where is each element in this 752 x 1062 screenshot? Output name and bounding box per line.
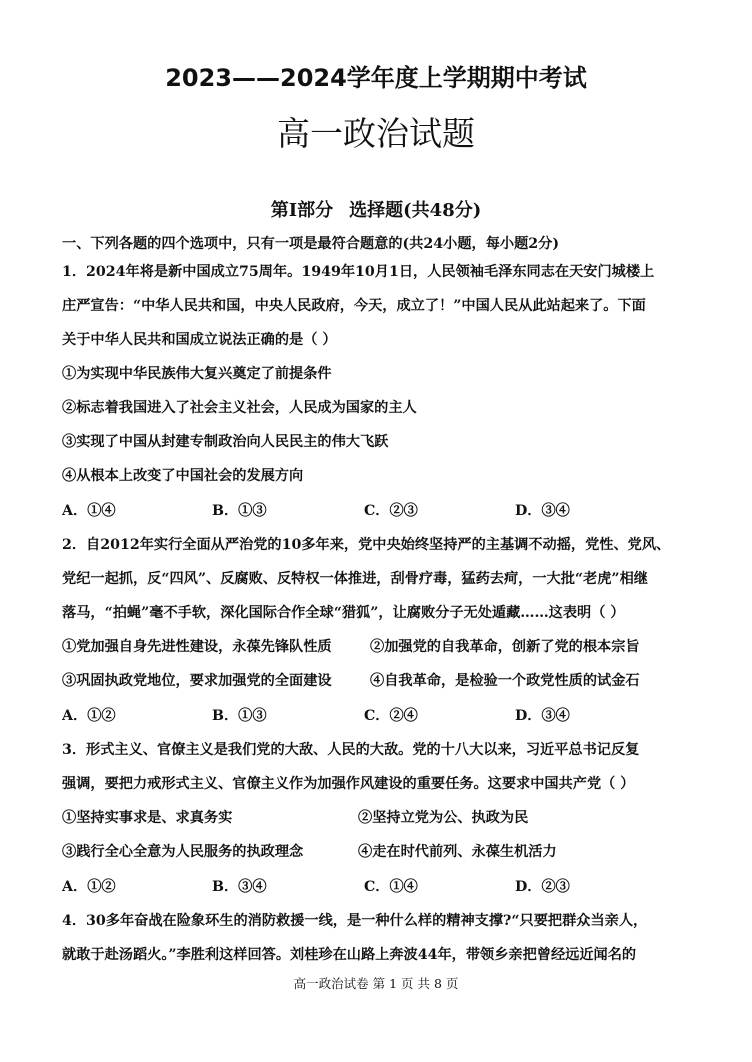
q3-item: ④走在时代前列、永葆生机活力 (358, 844, 557, 860)
q2-options (62, 705, 702, 725)
q2-option-b: B．①③ (212, 708, 267, 724)
q1-stem-line: 1．2024年将是新中国成立75周年。1949年10月1日，人民领袖毛泽东同志在天安门城楼上 (62, 264, 655, 280)
q3-option-b: B．③④ (212, 879, 267, 895)
q1-options (62, 500, 702, 520)
q2-item: ①党加强自身先进性建设，永葆先锋队性质 (62, 639, 332, 655)
q2-item: ②加强党的自我革命，创新了党的根本宗旨 (370, 639, 640, 655)
q2-item: ④自我革命，是检验一个政党性质的试金石 (370, 673, 640, 689)
exam-title: 2023——2024学年度上学期期中考试 (165, 64, 587, 92)
q2-item: ③巩固执政党地位，要求加强党的全面建设 (62, 673, 332, 689)
section-part: 第Ⅰ部分 (270, 200, 334, 221)
q1-option-c: C．②③ (364, 503, 418, 519)
q3-stem-line: 强调，要把力戒形式主义、官僚主义作为加强作风建设的重要任务。这要求中国共产党（ ） (62, 776, 635, 792)
q1-stem-line: 关于中华人民共和国成立说法正确的是（ ） (62, 332, 337, 348)
q1-item: ③实现了中国从封建专制政治向人民民主的伟大飞跃 (62, 434, 389, 450)
section-name: 选择题(共48分) (349, 200, 482, 221)
q3-item-row (62, 842, 702, 862)
q3-item: ②坚持立党为公、执政为民 (358, 810, 529, 826)
q2-option-c: C．②④ (364, 708, 418, 724)
q2-item-row (62, 671, 702, 691)
q4-stem-line: 4．30多年奋战在险象环生的消防救援一线，是一种什么样的精神支撑?“只要把群众当亲人， (62, 913, 648, 929)
section-instruction: 一、下列各题的四个选项中，只有一项是最符合题意的(共24小题，每小题2分) (62, 236, 560, 252)
q3-option-a: A．①② (62, 879, 116, 895)
q3-stem-line: 3．形式主义、官僚主义是我们党的大敌、人民的大敌。党的十八大以来，习近平总书记反复 (62, 742, 640, 758)
q2-item-row (62, 637, 702, 657)
q3-option-c: C．①④ (364, 879, 418, 895)
page-footer: 高一政治试卷 第 1 页 共 8 页 (293, 976, 459, 991)
section-heading (0, 196, 752, 222)
q4-stem-line: 就敢于赴汤蹈火。”李胜利这样回答。刘桂珍在山路上奔波44年，带领乡亲把曾经远近闻名的 (62, 947, 637, 963)
q3-option-d: D．②③ (515, 879, 570, 895)
q2-option-a: A．①② (62, 708, 116, 724)
exam-subject-title: 高一政治试题 (277, 114, 475, 153)
q1-option-a: A．①④ (62, 503, 116, 519)
q1-option-b: B．①③ (212, 503, 267, 519)
q1-item: ①为实现中华民族伟大复兴奠定了前提条件 (62, 366, 332, 382)
q1-option-d: D．③④ (515, 503, 570, 519)
q3-item: ③践行全心全意为人民服务的执政理念 (62, 844, 304, 860)
q3-item-row (62, 808, 702, 828)
q1-stem-line: 庄严宣告：“中华人民共和国，中央人民政府，今天，成立了！”中国人民从此站起来了。下面 (62, 298, 646, 314)
q1-item: ④从根本上改变了中国社会的发展方向 (62, 468, 304, 484)
q2-stem-line: 党纪一起抓，反“四风”、反腐败、反特权一体推进，刮骨疗毒，猛药去疴，一大批“老虎”相继 (62, 571, 648, 587)
q2-option-d: D．③④ (515, 708, 570, 724)
q2-stem-line: 2．自2012年实行全面从严治党的10多年来，党中央始终坚持严的主基调不动摇，党性、党风、 (62, 537, 671, 553)
q2-stem-line: 落马，“拍蝇”毫不手软，深化国际合作全球“猎狐”，让腐败分子无处遁藏……这表明（ ） (62, 605, 625, 621)
q3-item: ①坚持实事求是、求真务实 (62, 810, 233, 826)
q1-item: ②标志着我国进入了社会主义社会，人民成为国家的主人 (62, 400, 417, 416)
q3-options (62, 876, 702, 896)
